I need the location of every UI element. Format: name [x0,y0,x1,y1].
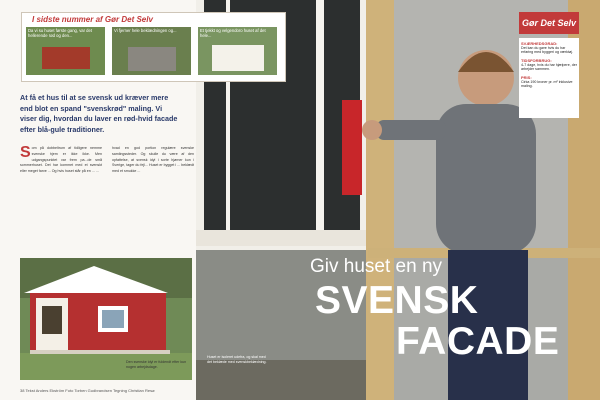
hero-title-line-2: FACADE [396,320,560,363]
thumb-house-shape [42,47,90,69]
brand-label: Gør Det Selv [519,12,579,34]
previous-thumb-1-caption: Da vi su huset første gang, var det hellerende rød og den... [28,28,93,38]
previous-thumb-2-caption: Vi fjerner hele beklædningen og... [114,28,177,33]
difficulty-heading: SVÆRHEDSGRAD: [521,41,558,46]
price-text: Cirka 190 kroner pr. m² inklusive maling. [521,79,573,89]
body-column-1-text: om på dobbeltrum af tidligere nemme svenske hjem er ikke ikke. Men udgangspunktet var frem pa...de små sommerhuset. Det har kommet med et svenskt eller meget farve ... Og hvis huset står på en ... ... [20,146,102,174]
thumb-house-shape [212,45,264,71]
dropcap: S [20,144,31,161]
previous-issue-title: I sidste nummer af Gør Det Selv [32,15,153,24]
house-photo-caption: Den svenske idyl er fuldendt efter kun nogen arbejdsdage. [126,360,187,369]
previous-thumb-1 [26,27,105,75]
previous-thumb-2 [112,27,191,75]
project-info-box [519,38,579,118]
body-text [20,146,202,258]
body-column-2: hvad en god portion regulære svenske samlingssteder. Og skulle du være af den opfattelse, at svensk idyl i sorte hjørner kun i Sverige, tager du fejl... Huset er bygget i ... beklædt med et smukke ... [112,146,194,174]
price-heading: PRIS: [521,74,532,80]
previous-issue-box [21,12,286,82]
time-heading: TIDSFORBRUG: [521,57,552,63]
page-credits [20,388,155,393]
time-text: 4-7 dage, hvis du har hjælpere, der arbejder sammen. [521,62,577,72]
hero-subtitle: Giv huset en ny [310,256,443,277]
difficulty-text: Det kan du gøre hvis du har erfaring med byggeri og værktøj. [521,46,573,55]
previous-thumb-3-caption: Et tjekkt og velgendoro huset af det hele... [200,28,266,38]
thumb-house-shape [128,47,176,71]
main-photo-caption: Huset er isoleret udefra, og skal med det beklæde med svenskbeklædning. [207,355,267,364]
previous-thumb-3 [198,27,277,75]
hero-title-line-1: SVENSK [315,279,479,322]
credits-text: Tekst Anders Ekström Foto Torben Gudbrandsen Tegning Christian Resø [25,388,155,393]
lead-paragraph: At få et hus til at se svensk ud kræver mere end blot en spand "svenskrød" maling. Vi viser dig, hvordan du laver en rød-hvid facade efter blå-gule traditioner. [20,93,178,134]
body-column-1 [20,146,102,175]
page-number: 38 [20,388,25,393]
